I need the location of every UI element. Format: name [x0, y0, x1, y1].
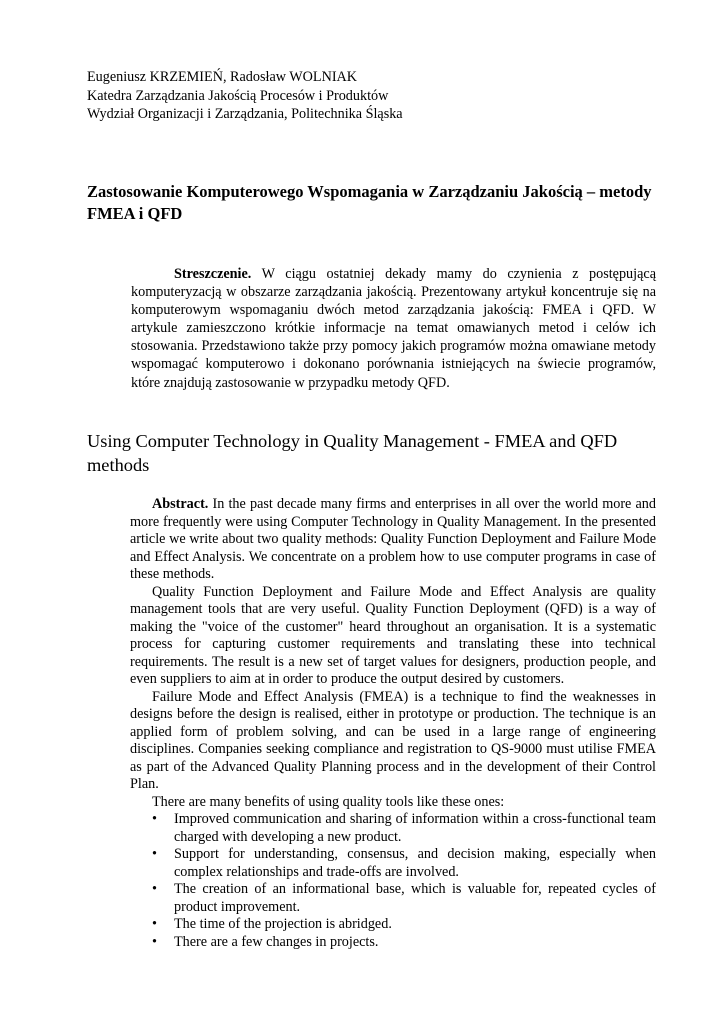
english-body: [130, 496, 656, 951]
list-item-text: Improved communication and sharing of information within a cross-functional team charged with developing a new product.: [174, 811, 656, 845]
bullet-icon: •: [152, 811, 157, 827]
abstract-polish-label: Streszczenie.: [174, 266, 252, 282]
list-item-text: There are a few changes in projects.: [174, 933, 379, 950]
list-item: [130, 916, 656, 934]
abstract-english-text: In the past decade many firms and enterprises in all over the world more and more frequently were using Computer Technology in Quality Management. In the presented article we write about two quality methods: Quality Function Deployment and Failure Mode and Effect Analysis. We concentrate on a problem how to use computer programs in case of these methods.: [130, 496, 656, 582]
paper-title-polish: Zastosowanie Komputerowego Wspomagania w Zarządzaniu Jakością – metody FMEA i QFD: [87, 182, 652, 223]
list-item: [130, 881, 656, 916]
list-item-text: The creation of an informational base, which is valuable for, repeated cycles of product improvement.: [174, 881, 656, 915]
list-item: [130, 934, 656, 952]
bullet-icon: •: [152, 916, 157, 932]
list-item: [130, 846, 656, 881]
list-item-text: The time of the projection is abridged.: [174, 916, 392, 932]
abstract-english-label: Abstract.: [152, 496, 209, 512]
bullet-icon: •: [152, 846, 157, 862]
paragraph-benefits-intro: There are many benefits of using quality tools like these ones:: [152, 793, 505, 810]
paragraph-qfd: Quality Function Deployment and Failure Mode and Effect Analysis are quality management tools that are very useful. Quality Function Deployment (QFD) is a way of making the "voice of the customer" heard throughout an organisation. It is a systematic process for capturing customer requirements and translating these into technical requirements. The result is a new set of target values for designers, production people, and even suppliers to aim at in order to produce the output desired by customers.: [130, 583, 656, 687]
abstract-polish-text: W ciągu ostatniej dekady mamy do czynienia z postępującą komputeryzacją w obszarze zarządzania jakością. Prezentowany artykuł koncentruje się na komputerowym wspomaganiu dwóch metod zarządzania jakością: FMEA i QFD. W artykule zamieszczono krótkie informacje na temat omawianych metod i celów ich stosowania. Przedstawiono także przy pomocy jakich programów można omawiane metody wspomagać komputerowo i dokonano porównania istniejących na świecie programów, które znajdują zastosowanie w przypadku metody QFD.: [131, 266, 656, 391]
paragraph-fmea: Failure Mode and Effect Analysis (FMEA) is a technique to find the weaknesses in designs before the design is realised, either in prototype or production. The technique is an applied form of problem solving, and can be used in a large range of engineering disciplines. Companies seeking compliance and registration to QS-9000 must utilise FMEA as part of the Advanced Quality Planning process and in the development of their Control Plan.: [130, 688, 656, 792]
department-line: Katedra Zarządzania Jakością Procesów i Produktów: [87, 87, 389, 104]
faculty-line: Wydział Organizacji i Zarządzania, Politechnika Śląska: [87, 106, 403, 122]
list-item-text: Support for understanding, consensus, and decision making, especially when complex relationships and trade-offs are involved.: [174, 846, 656, 880]
author-affiliation-block: [87, 68, 647, 124]
bullet-icon: •: [152, 881, 157, 897]
benefits-list: [130, 811, 656, 951]
abstract-english: [130, 496, 656, 584]
paper-title-english: Using Computer Technology in Quality Management - FMEA and QFD methods: [87, 431, 618, 475]
abstract-polish: [131, 265, 656, 392]
bullet-icon: •: [152, 933, 157, 950]
authors-line: Eugeniusz KRZEMIEŃ, Radosław WOLNIAK: [87, 69, 358, 85]
list-item: [130, 811, 656, 846]
